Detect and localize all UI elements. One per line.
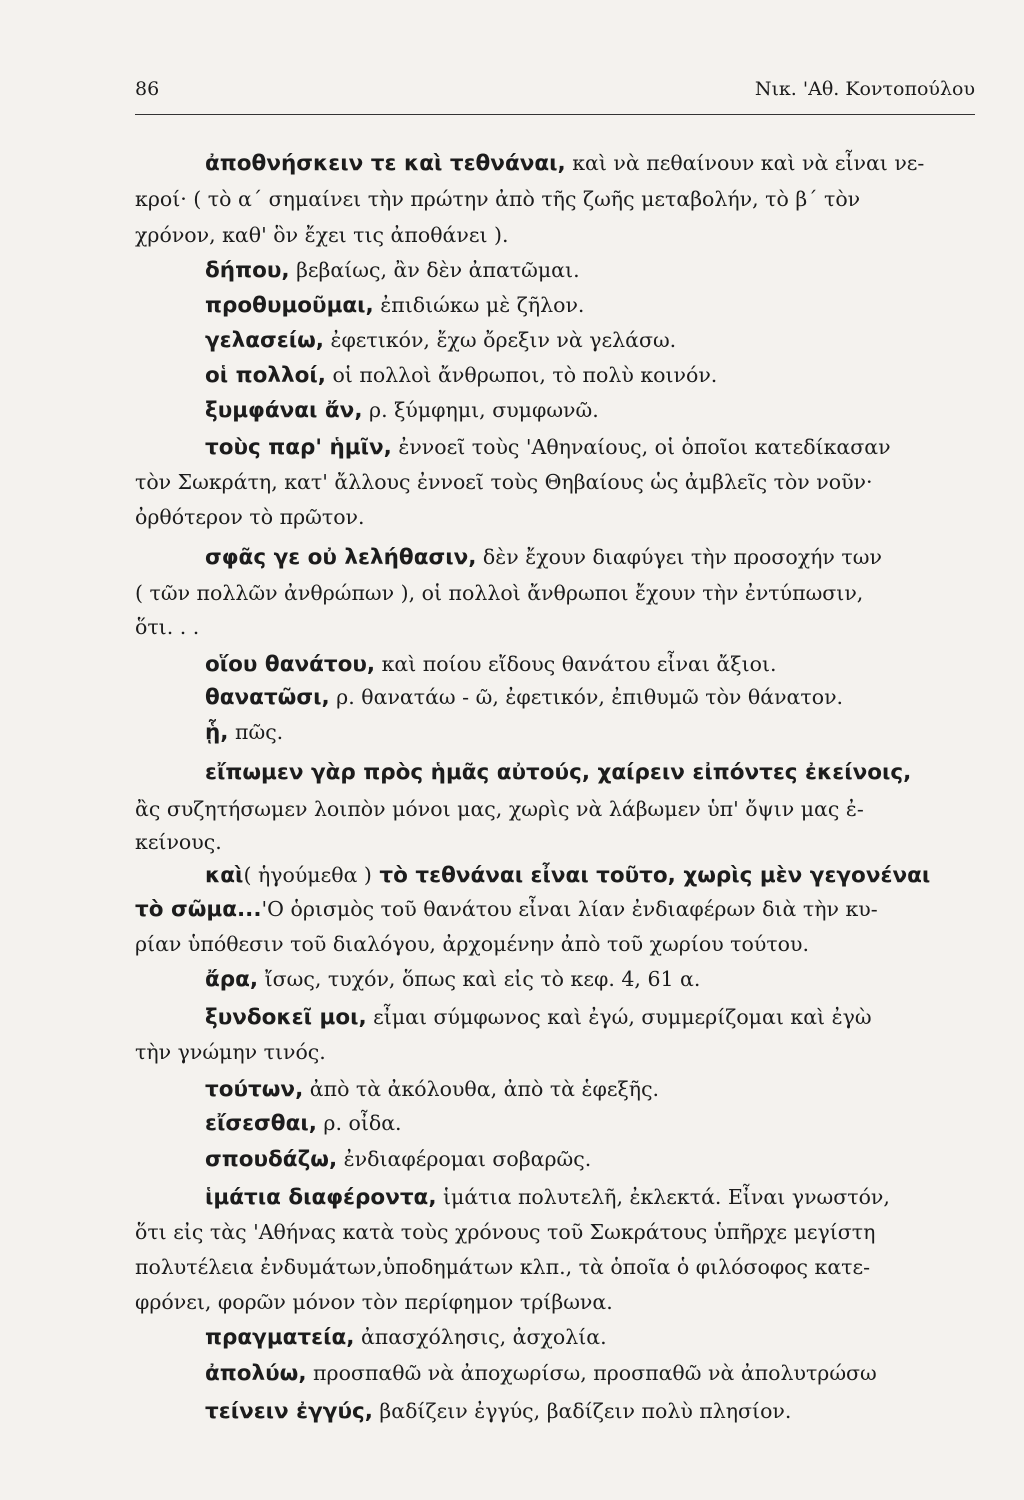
entry-line (135, 927, 975, 961)
gloss: πῶς. (228, 720, 284, 744)
entry-line (135, 500, 975, 534)
gloss: κείνους. (135, 830, 222, 854)
entry-line (205, 1356, 975, 1390)
lemma: σφᾶς γε οὐ λελήθασιν, (205, 545, 477, 570)
entry-line (205, 858, 975, 892)
gloss: ρίαν ὑπόθεσιν τοῦ διαλόγου, ἀρχομένην ἀπὸ τοῦ χωρίου τούτου. (135, 932, 809, 956)
lemma: ἀπολύω, (205, 1361, 307, 1386)
lemma: θανατῶσι, (205, 685, 330, 710)
lemma: καὶ (205, 863, 244, 888)
entry-line (135, 1215, 975, 1249)
entry-line (205, 288, 975, 322)
gloss: ἐφετικόν, ἔχω ὄρεξιν νὰ γελάσω. (323, 328, 677, 352)
running-header (135, 78, 975, 108)
entry-line (205, 755, 975, 789)
entry-line (135, 1035, 975, 1069)
gloss: βεβαίως, ἂν δὲν ἀπατῶμαι. (289, 258, 580, 282)
lemma: εἴπωμεν γὰρ πρὸς ἡμᾶς αὐτούς, χαίρειν εἰπόντες ἐκείνοις, (205, 760, 912, 785)
gloss: 'Ο ὁρισμὸς τοῦ θανάτου εἶναι λίαν ἐνδιαφέρων διὰ τὴν κυ- (261, 897, 878, 921)
gloss: προσπαθῶ νὰ ἀποχωρίσω, προσπαθῶ νὰ ἀπολυτρώσω (306, 1361, 877, 1385)
entry-line (205, 253, 975, 287)
lemma: τούτων, (205, 1077, 304, 1102)
running-author: Νικ. 'Αθ. Κοντοπούλου (754, 78, 975, 100)
lemma: τείνειν ἐγγύς, (205, 1399, 373, 1424)
entry-line (205, 1180, 975, 1214)
gloss: καὶ νὰ πεθαίνουν καὶ νὰ εἶναι νε- (565, 151, 925, 175)
gloss: ρ. οἶδα. (316, 1111, 402, 1135)
entry-line (205, 1000, 975, 1034)
page-number: 86 (135, 78, 160, 100)
lemma: ξυμφάναι ἄν, (205, 398, 363, 423)
entry-line (205, 1142, 975, 1176)
gloss: τὸν Σωκράτη, κατ' ἄλλους ἐννοεῖ τοὺς Θηβαίους ὡς ἀμβλεῖς τὸν νοῦν· (135, 470, 873, 494)
gloss: χρόνον, καθ' ὃν ἔχει τις ἀποθάνει ). (135, 223, 509, 247)
entry-line (205, 323, 975, 357)
gloss: πολυτέλεια ἐνδυμάτων,ὑποδημάτων κλπ., τὰ ὁποῖα ὁ φιλόσοφος κατε- (135, 1255, 871, 1279)
gloss: ἐπιδιώκω μὲ ζῆλον. (373, 293, 585, 317)
entry-line (205, 1320, 975, 1354)
lemma: προθυμοῦμαι, (205, 293, 374, 318)
gloss: ὀρθότερον τὸ πρῶτον. (135, 505, 365, 529)
entry-line (205, 680, 975, 714)
entry-line (205, 393, 975, 427)
entry-line (205, 1106, 975, 1140)
gloss: ἀπασχόλησις, ἀσχολία. (354, 1325, 607, 1349)
entry-line (135, 1250, 975, 1284)
entry-line (135, 465, 975, 499)
entry-line (135, 825, 975, 859)
gloss: ρ. θανατάω - ῶ, ἐφετικόν, ἐπιθυμῶ τὸν θάνατον. (329, 685, 844, 709)
gloss: ἀπὸ τὰ ἀκόλουθα, ἀπὸ τὰ ἑφεξῆς. (303, 1077, 660, 1101)
gloss: ( ἡγούμεθα ) (243, 863, 372, 887)
gloss: βαδίζειν ἐγγύς, βαδίζειν πολὺ πλησίον. (372, 1399, 792, 1423)
entry-line (135, 1285, 975, 1319)
gloss: δὲν ἔχουν διαφύγει τὴν προσοχήν των (476, 545, 882, 569)
gloss: ἐννοεῖ τοὺς 'Αθηναίους, οἱ ὁποῖοι κατεδίκασαν (391, 435, 891, 459)
entry-line (205, 540, 975, 574)
entry-line (135, 610, 975, 644)
entry-line (135, 792, 975, 826)
lemma: εἴσεσθαι, (205, 1111, 317, 1136)
lemma: ξυνδοκεῖ μοι, (205, 1005, 367, 1030)
entry-line (205, 962, 975, 996)
gloss: φρόνει, φορῶν μόνον τὸν περίφημον τρίβωνα. (135, 1290, 613, 1314)
entry-line (205, 1394, 975, 1428)
entry-line (205, 146, 975, 180)
entry-line (205, 358, 975, 392)
gloss: ρ. ξύμφημι, συμφωνῶ. (362, 398, 599, 422)
gloss: ἂς συζητήσωμεν λοιπὸν μόνοι μας, χωρὶς νὰ λάβωμεν ὑπ' ὄψιν μας ἐ- (135, 797, 864, 821)
lemma: τοὺς παρ' ἡμῖν, (205, 435, 392, 460)
entry-line (135, 218, 975, 252)
gloss: οἱ πολλοὶ ἄνθρωποι, τὸ πολὺ κοινόν. (325, 363, 718, 387)
gloss: ( τῶν πολλῶν ἀνθρώπων ), οἱ πολλοὶ ἄνθρωποι ἔχουν τὴν ἐντύπωσιν, (135, 581, 864, 605)
gloss: ἱμάτια πολυτελῆ, ἐκλεκτά. Εἶναι γνωστόν, (436, 1185, 890, 1209)
entry-line (205, 647, 975, 681)
lemma: ἱμάτια διαφέροντα, (205, 1185, 437, 1210)
lemma: ᾗ, (205, 720, 229, 745)
entry-line (135, 892, 975, 926)
gloss: κροί· ( τὸ α΄ σημαίνει τὴν πρώτην ἀπὸ τῆς ζωῆς μεταβολήν, τὸ β΄ τὸν (135, 187, 861, 211)
gloss: εἶμαι σύμφωνος καὶ ἐγώ, συμμερίζομαι καὶ ἐγὼ (366, 1005, 872, 1029)
lemma: δήπου, (205, 258, 290, 283)
lemma: πραγματεία, (205, 1325, 355, 1350)
lemma: ἄρα, (205, 967, 259, 992)
lemma: σπουδάζω, (205, 1147, 338, 1172)
gloss: ἴσως, τυχόν, ὅπως καὶ εἰς τὸ κεφ. 4, 61 α. (258, 967, 701, 991)
lemma: ἀποθνήσκειν τε καὶ τεθνάναι, (205, 151, 566, 176)
lemma: οἵου θανάτου, (205, 652, 376, 677)
lemma: τὸ τεθνάναι εἶναι τοῦτο, χωρὶς μὲν γεγονέναι (371, 863, 931, 888)
entry-line (205, 430, 975, 464)
entry-line (135, 182, 975, 216)
gloss: τὴν γνώμην τινός. (135, 1040, 326, 1064)
header-rule (135, 114, 975, 115)
gloss: καὶ ποίου εἴδους θανάτου εἶναι ἄξιοι. (375, 652, 777, 676)
gloss: ἐνδιαφέρομαι σοβαρῶς. (337, 1147, 592, 1171)
gloss: ὅτι εἰς τὰς 'Αθήνας κατὰ τοὺς χρόνους τοῦ Σωκράτους ὑπῆρχε μεγίστη (135, 1220, 876, 1244)
entry-line (135, 576, 975, 610)
lemma: γελασείω, (205, 328, 324, 353)
entry-line (205, 715, 975, 749)
lemma: τὸ σῶμα... (135, 897, 262, 922)
gloss: ὅτι. . . (135, 615, 200, 639)
entry-line (205, 1072, 975, 1106)
lemma: οἱ πολλοί, (205, 363, 326, 388)
